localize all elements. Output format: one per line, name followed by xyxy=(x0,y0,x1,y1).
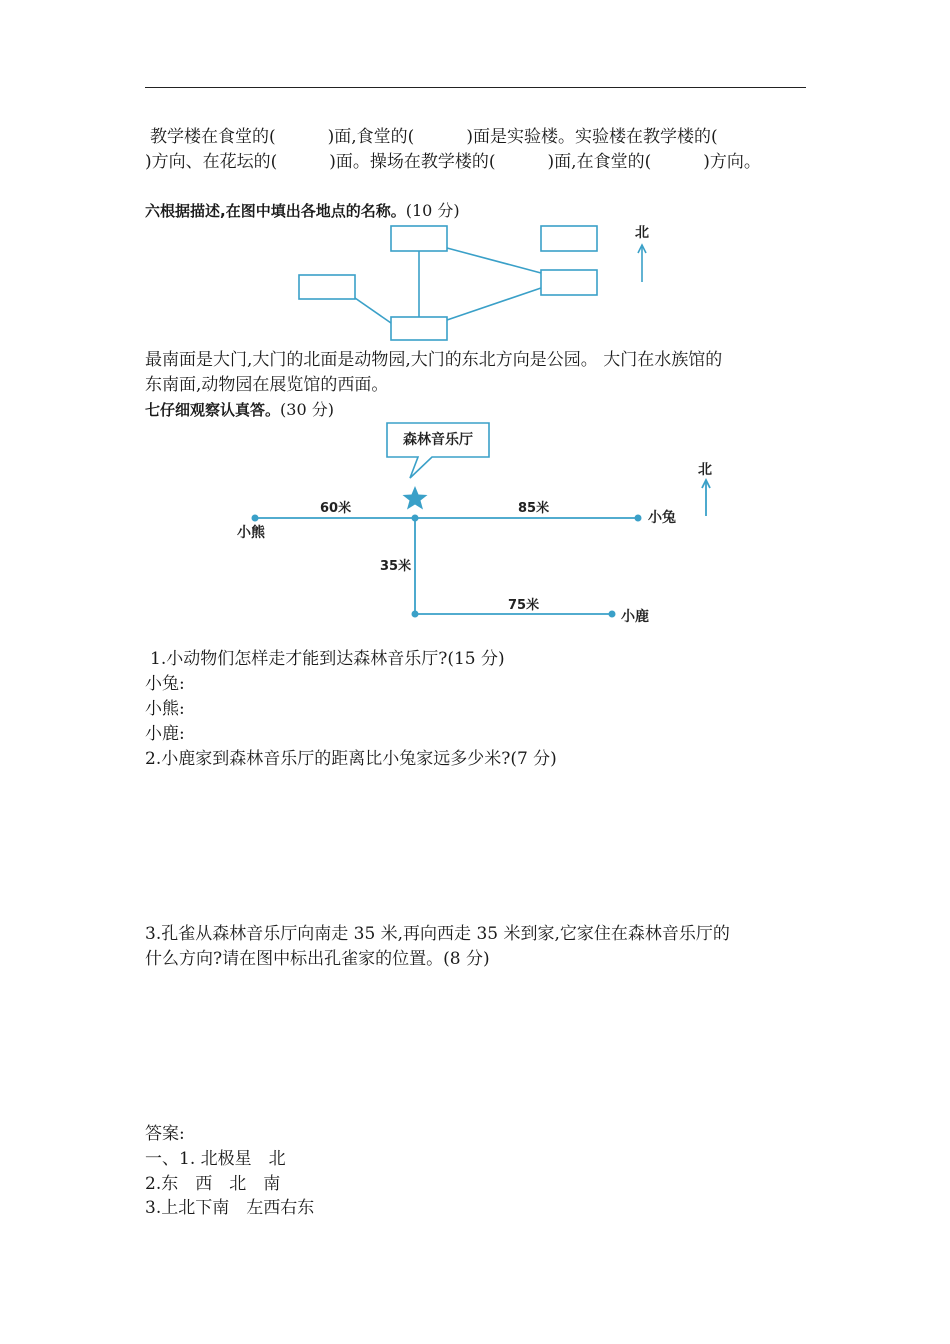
q7-sub-question-1: 1.小动物们怎样走才能到达森林音乐厅?(15 分) xyxy=(150,649,505,669)
q7-sub-question-2: 2.小鹿家到森林音乐厅的距离比小兔家远多少米?(7 分) xyxy=(145,749,557,769)
hall-label: 森林音乐厅 xyxy=(403,432,473,448)
hall-dot[interactable] xyxy=(412,515,419,522)
q6-title: 六根据描述,在图中填出各地点的名称。 xyxy=(145,202,406,220)
bear-label: 小熊 xyxy=(237,525,265,541)
q5-text: )方向、在花坛的( xyxy=(145,152,278,172)
distance-bear: 60米 xyxy=(320,501,352,516)
bear-answer-prompt[interactable]: 小熊: xyxy=(145,699,185,719)
q5-text: )面,食堂的( xyxy=(327,127,415,147)
north-label: 北 xyxy=(635,225,649,241)
deer-answer-prompt[interactable]: 小鹿: xyxy=(145,724,185,744)
q7-sub-question-3-line-1: 3.孔雀从森林音乐厅向南走 35 米,再向西走 35 米到家,它家住在森林音乐厅的 xyxy=(145,924,730,944)
distance-deer: 75米 xyxy=(508,598,540,613)
rabbit-answer-prompt[interactable]: 小兔: xyxy=(145,674,185,694)
answer-1: 一、1. 北极星 北 xyxy=(145,1149,286,1169)
hall-star-icon xyxy=(403,486,428,510)
north-label: 北 xyxy=(698,462,712,478)
answer-2: 2.东 西 北 南 xyxy=(145,1174,281,1194)
deer-label: 小鹿 xyxy=(621,609,649,625)
answer-3: 3.上北下南 左西右东 xyxy=(145,1198,315,1218)
q6-description-line-1: 最南面是大门,大门的北面是动物园,大门的东北方向是公园。 大门在水族馆的 xyxy=(145,350,723,370)
distance-south: 35米 xyxy=(380,559,412,574)
q7-map xyxy=(0,0,950,660)
corner-dot xyxy=(412,611,419,618)
q7-sub-question-3-line-2: 什么方向?请在图中标出孔雀家的位置。(8 分) xyxy=(145,949,490,969)
rabbit-label: 小兔 xyxy=(648,510,676,526)
q7-score: (30 分) xyxy=(280,400,334,419)
rabbit-home-dot[interactable] xyxy=(635,515,642,522)
q7-title: 七仔细观察认真答。 xyxy=(145,401,281,419)
answers-heading: 答案: xyxy=(145,1124,185,1144)
q6-score: (10 分) xyxy=(405,201,460,220)
distance-rabbit: 85米 xyxy=(518,501,550,516)
q5-text: )方向。 xyxy=(703,152,761,172)
q5-text: )面是实验楼。实验楼在教学楼的( xyxy=(466,127,718,147)
q6-description-line-2: 东南面,动物园在展览馆的西面。 xyxy=(145,375,389,395)
q5-text: 教学楼在食堂的( xyxy=(150,127,276,147)
bear-home-dot[interactable] xyxy=(252,515,259,522)
q5-text: )面。操场在教学楼的( xyxy=(329,152,496,172)
q5-text: )面,在食堂的( xyxy=(547,152,652,172)
deer-home-dot[interactable] xyxy=(609,611,616,618)
